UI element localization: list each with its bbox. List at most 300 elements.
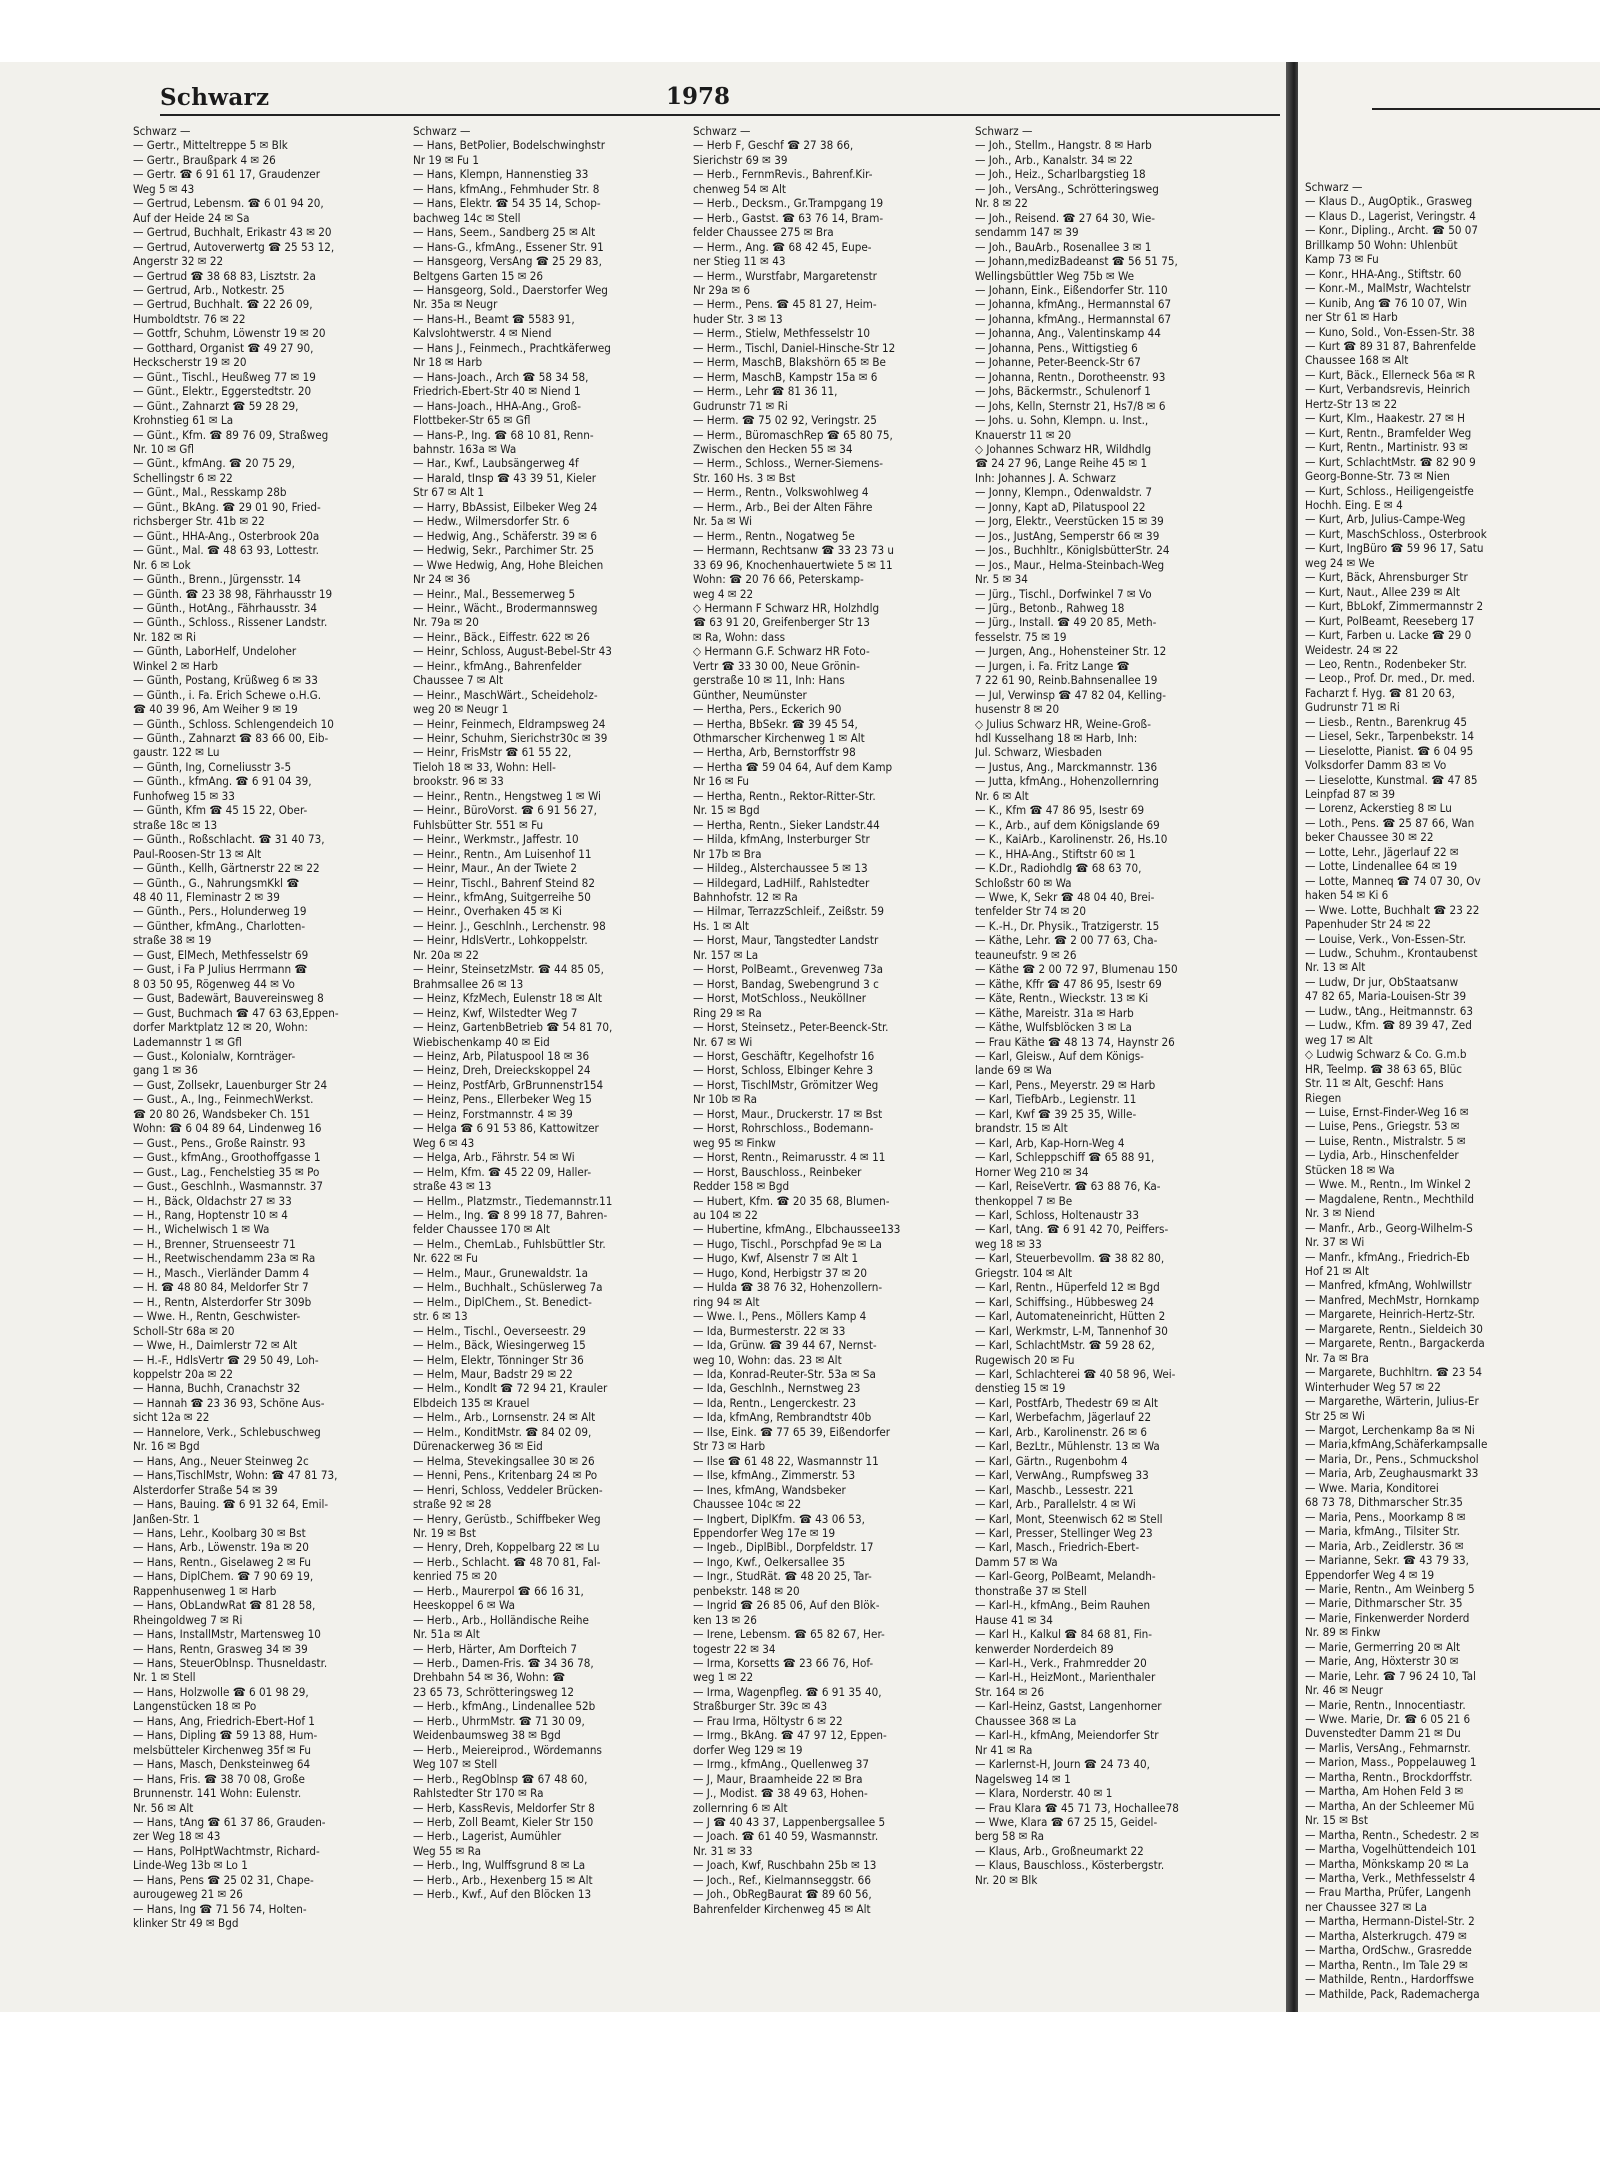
directory-entry-line: — Jutta, kfmAng., Hohenzollernring [975, 774, 1159, 789]
directory-entry-line: — Hertha, BbSekr. ☎ 39 45 54, [693, 716, 858, 731]
directory-entry-line: Alsterdorfer Straße 54 ✉ 39 [133, 1482, 278, 1497]
directory-entry-line: — Heinr, Schuhm, Sierichstr30c ✉ 39 [413, 731, 608, 746]
directory-entry-line: — Heinr., kfmAng, Suitgerreihe 50 [413, 890, 591, 905]
directory-entry-line: Chaussee 168 ✉ Alt [1305, 353, 1409, 368]
directory-entry-line: — Hans, PolHptWachtmstr, Richard- [133, 1843, 320, 1858]
directory-entry-line: — Ida, Rentn., Lengerckestr. 23 [693, 1395, 856, 1410]
directory-entry-line: sendamm 147 ✉ 39 [975, 225, 1079, 240]
directory-entry-line: — Karl, Arb., Karolinenstr. 26 ✉ 6 [975, 1424, 1148, 1439]
directory-entry-line: — Kurt, Rentn., Bramfelder Weg [1305, 425, 1472, 440]
directory-entry-line: — K., KaiArb., Karolinenstr. 26, Hs.10 [975, 832, 1168, 847]
directory-entry-line: — Marlis, VersAng., Fehmarnstr. [1305, 1740, 1471, 1755]
directory-entry-line: Kamp 73 ✉ Fu [1305, 252, 1379, 267]
directory-entry-line: — Heinr, Schloss, August-Bebel-Str 43 [413, 644, 612, 659]
directory-entry-line: — Marie, Rentn., Am Weinberg 5 [1305, 1581, 1475, 1596]
directory-entry-line: — Horst, Maur, Tangstedter Landstr [693, 933, 879, 948]
directory-entry-line: — Günt., Mal., Resskamp 28b [133, 485, 287, 500]
directory-entry-line: ☎ 20 80 26, Wandsbeker Ch. 151 [133, 1106, 311, 1121]
directory-entry-line: Elbdeich 135 ✉ Krauel [413, 1395, 530, 1410]
directory-entry-line: — Margarete, Rentn., Bargackerda [1305, 1336, 1485, 1351]
directory-entry-line: — Karl, SchlachtMstr. ☎ 59 28 62, [975, 1338, 1155, 1353]
directory-entry-line: Hertz-Str 13 ✉ 22 [1305, 396, 1398, 411]
directory-entry-line: — H. ☎ 48 80 84, Meldorfer Str 7 [133, 1280, 309, 1295]
directory-entry-line: — Wwe. H., Rentn, Geschwister- [133, 1309, 301, 1324]
directory-entry-line: — Hilmar, TerrazzSchleif., Zeißstr. 59 [693, 904, 884, 919]
directory-entry-line: — Mathilde, Rentn., Hardorffswe [1305, 1972, 1474, 1987]
directory-entry-line: Nr. 6 ✉ Alt [975, 788, 1029, 803]
page-number: 1978 [666, 83, 731, 110]
directory-entry-line: — Karl, Maschb., Lessestr. 221 [975, 1482, 1134, 1497]
directory-entry-line: — Johanna, kfmAng., Hermannstal 67 [975, 297, 1172, 312]
directory-entry-line: — Helm, Kfm. ☎ 45 22 09, Haller- [413, 1164, 592, 1179]
directory-entry-line: Nr. 20 ✉ Blk [975, 1872, 1038, 1887]
directory-entry-line: — Karl, Rentn., Hüperfeld 12 ✉ Bgd [975, 1280, 1160, 1295]
directory-entry-line: — Joh., VersAng., Schrötteringsweg [975, 181, 1159, 196]
directory-entry-line: Nr. 16 ✉ Bgd [133, 1439, 200, 1454]
directory-entry-line: — Wwe, K, Sekr ☎ 48 04 40, Brei- [975, 890, 1155, 905]
directory-entry-line: — Günt., kfmAng. ☎ 20 75 29, [133, 456, 295, 471]
directory-entry-line: Hochh. Eing. E ✉ 4 [1305, 497, 1403, 512]
directory-entry-line: — Manfred, MechMstr, Hornkamp [1305, 1292, 1480, 1307]
directory-entry-line: — Horst, Steinsetz., Peter-Beenck-Str. [693, 1020, 889, 1035]
directory-entry-line: — Helm., Arb., Lornsenstr. 24 ✉ Alt [413, 1410, 596, 1425]
directory-entry-line: — Kurt, PolBeamt, Reeseberg 17 [1305, 613, 1475, 628]
directory-entry-line: Schellingstr 6 ✉ 22 [133, 470, 233, 485]
directory-entry-line: — Hans,TischlMstr, Wohn: ☎ 47 81 73, [133, 1468, 338, 1483]
directory-entry-line: — Hulda ☎ 38 76 32, Hohenzollern- [693, 1280, 883, 1295]
directory-entry-line: — Kurt, Arb, Julius-Campe-Weg [1305, 512, 1466, 527]
directory-entry-line: — Kurt ☎ 89 31 87, Bahrenfelde [1305, 338, 1476, 353]
directory-entry-line: Friedrich-Ebert-Str 40 ✉ Niend 1 [413, 384, 581, 399]
directory-entry-line: — Hertha, Rentn., Rektor-Ritter-Str. [693, 788, 876, 803]
directory-entry-line: — Heinr, Maur., An der Twiete 2 [413, 861, 578, 876]
directory-entry-line: — Jos., Maur., Helma-Steinbach-Weg [975, 557, 1165, 572]
directory-entry-line: koppelstr 20a ✉ 22 [133, 1366, 233, 1381]
directory-entry-line: Horner Weg 210 ✉ 34 [975, 1164, 1089, 1179]
directory-entry-line: dorfer Weg 129 ✉ 19 [693, 1742, 803, 1757]
directory-entry-line: — Ludw., Schuhm., Krontaubenst [1305, 946, 1478, 961]
directory-entry-line: — Heinr., BüroVorst. ☎ 6 91 56 27, [413, 803, 597, 818]
directory-entry-line: — Wwe. Maria, Konditorei [1305, 1480, 1439, 1495]
directory-entry-line: — H., Masch., Vierländer Damm 4 [133, 1265, 310, 1280]
directory-entry-line: thenkoppel 7 ✉ Be [975, 1193, 1073, 1208]
directory-entry-line: ◇ Johannes Schwarz HR, Wildhdlg [975, 441, 1152, 456]
directory-entry-line: 47 82 65, Maria-Louisen-Str 39 [1305, 989, 1467, 1004]
directory-entry-line: — Hildeg., Alsterchaussee 5 ✉ 13 [693, 861, 868, 876]
directory-entry-line: — Helm., Kondlt ☎ 72 94 21, Krauler [413, 1381, 608, 1396]
directory-entry-line: Nr. 10 ✉ Gfl [133, 441, 194, 456]
directory-entry-line: — Heinz, KfzMech, Eulenstr 18 ✉ Alt [413, 991, 602, 1006]
directory-entry-line: — Marianne, Sekr. ☎ 43 79 33, [1305, 1553, 1469, 1568]
directory-entry-line: Duvenstedter Damm 21 ✉ Du [1305, 1726, 1461, 1741]
directory-entry-line: — Herb., Ing, Wulffsgrund 8 ✉ La [413, 1858, 586, 1873]
directory-column-3 [693, 124, 949, 2004]
directory-entry-line: — Helm., Tischl., Oeverseestr. 29 [413, 1323, 586, 1338]
directory-entry-line: gang 1 ✉ 36 [133, 1063, 198, 1078]
directory-entry-line: Redder 158 ✉ Bgd [693, 1179, 790, 1194]
directory-entry-line: — Ines, kfmAng, Wandsbeker [693, 1482, 846, 1497]
directory-entry-line: Scholl-Str 68a ✉ 20 [133, 1323, 235, 1338]
directory-entry-line: — Kurt, MaschSchloss., Osterbrook [1305, 526, 1487, 541]
directory-entry-line: — K., Arb., auf dem Königslande 69 [975, 817, 1160, 832]
directory-entry-line: — H., Reetwischendamm 23a ✉ Ra [133, 1251, 316, 1266]
directory-entry-line: — Herm., Arb., Bei der Alten Fähre [693, 499, 873, 514]
directory-entry-line: Nr 24 ✉ 36 [413, 572, 471, 587]
directory-entry-line: — Karlernst-H, Journ ☎ 24 73 40, [975, 1757, 1150, 1772]
directory-entry-line: — Günth., kfmAng. ☎ 6 91 04 39, [133, 774, 312, 789]
directory-entry-line: — Lorenz, Ackerstieg 8 ✉ Lu [1305, 801, 1452, 816]
page-header-surname: Schwarz [160, 84, 270, 111]
directory-entry-line: Angerstr 32 ✉ 22 [133, 254, 224, 269]
directory-entry-line: — Herm., Rentn., Nogatweg 5e [693, 528, 855, 543]
directory-entry-line: — K., Kfm ☎ 47 86 95, Isestr 69 [975, 803, 1145, 818]
directory-entry-line: — Herb., kfmAng., Lindenallee 52b [413, 1699, 596, 1714]
directory-entry-line: — Karl, Mont, Steenwisch 62 ✉ Stell [975, 1511, 1163, 1526]
directory-entry-line: — Lydia, Arb., Hinschenfelder [1305, 1148, 1459, 1163]
directory-entry-line: Eppendorfer Weg 17e ✉ 19 [693, 1525, 836, 1540]
directory-entry-line: Kalvslohtwerstr. 4 ✉ Niend [413, 326, 552, 341]
directory-entry-line: Bahrenfelder Kirchenweg 45 ✉ Alt [693, 1901, 871, 1916]
directory-entry-line: — Gust, Zollsekr, Lauenburger Str 24 [133, 1077, 328, 1092]
directory-entry-line: — Jürg., Tischl., Dorfwinkel 7 ✉ Vo [975, 586, 1152, 601]
directory-entry-line: ner Chaussee 327 ✉ La [1305, 1899, 1428, 1914]
directory-entry-line: — Wwe. I., Pens., Möllers Kamp 4 [693, 1309, 867, 1324]
directory-entry-line: — Günt., Mal. ☎ 48 63 93, Lottestr. [133, 543, 319, 558]
directory-entry-line: — Gust., Lag., Fenchelstieg 35 ✉ Po [133, 1164, 320, 1179]
directory-entry-line: lande 69 ✉ Wa [975, 1063, 1052, 1078]
directory-entry-line: — Herb, Härter, Am Dorfteich 7 [413, 1641, 577, 1656]
directory-entry-line: — Karl H., Kalkul ☎ 84 68 81, Fin- [975, 1627, 1153, 1642]
directory-entry-line: — Kurt, Klm., Haakestr. 27 ✉ H [1305, 411, 1465, 426]
directory-entry-line: Nr. 1 ✉ Stell [133, 1670, 196, 1685]
directory-entry-line: — Helm, Elektr, Tönninger Str 36 [413, 1352, 584, 1367]
directory-entry-line: — Joach. ☎ 61 40 59, Wasmannstr. [693, 1829, 879, 1844]
directory-entry-line: — Helm., ChemLab., Fuhlsbüttler Str. [413, 1236, 606, 1251]
directory-entry-line: — Karl, Schloss, Holtenaustr 33 [975, 1207, 1139, 1222]
directory-entry-line: — Günt., Kfm. ☎ 89 76 09, Straßweg [133, 427, 329, 442]
directory-entry-line: Wohn: ☎ 6 04 89 64, Lindenweg 16 [133, 1121, 322, 1136]
directory-entry-line: — Günt., Elektr., Eggerstedtstr. 20 [133, 384, 312, 399]
directory-entry-line: — Margarete, Rentn., Sieldeich 30 [1305, 1321, 1483, 1336]
directory-entry-line: — Marie, Dithmarscher Str. 35 [1305, 1596, 1463, 1611]
directory-entry-line: straße 92 ✉ 28 [413, 1497, 492, 1512]
directory-entry-line: — Jos., JustAng, Semperstr 66 ✉ 39 [975, 528, 1160, 543]
directory-entry-line: — Luise, Rentn., Mistralstr. 5 ✉ [1305, 1133, 1466, 1148]
directory-entry-line: — Heinz, Arb, Pilatuspool 18 ✉ 36 [413, 1049, 590, 1063]
directory-entry-line: — H., Bäck, Oldachstr 27 ✉ 33 [133, 1193, 292, 1208]
directory-entry-line: — Joh., Heiz., Scharlbargstieg 18 [975, 167, 1146, 182]
directory-entry-line: Inh: Johannes J. A. Schwarz [975, 470, 1116, 485]
directory-entry-line: HR, Teelmp. ☎ 38 63 65, Blüc [1305, 1061, 1463, 1076]
directory-entry-line: — K.-H., Dr. Physik., Tratzigerstr. 15 [975, 918, 1160, 933]
directory-entry-line: — Johs. u. Sohn, Klempn. u. Inst., [975, 413, 1149, 428]
directory-entry-line: — Karl, VerwAng., Rumpfsweg 33 [975, 1468, 1149, 1483]
directory-entry-line: — Herb., FernmRevis., Bahrenf.Kir- [693, 167, 873, 182]
directory-entry-line: — Ingeb., DiplBibl., Dorpfeldstr. 17 [693, 1540, 874, 1555]
directory-entry-line: — Frau Klara ☎ 45 71 73, Hochallee78 [975, 1800, 1179, 1815]
directory-entry-line: — Karl, BezLtr., Mühlenstr. 13 ✉ Wa [975, 1439, 1160, 1454]
directory-entry-line: Griegstr. 104 ✉ Alt [975, 1265, 1073, 1280]
directory-entry-line: — Hans, Bauing. ☎ 6 91 32 64, Emil- [133, 1497, 329, 1512]
directory-entry-line: — Maria,kfmAng,Schäferkampsalle [1305, 1437, 1488, 1452]
directory-entry-line: — Frau Käthe ☎ 48 13 74, Haynstr 26 [975, 1034, 1175, 1049]
directory-entry-line: — Klaus D., Lagerist, Veringstr. 4 [1305, 208, 1476, 223]
directory-entry-line: — Heinr., Bäck., Eiffestr. 622 ✉ 26 [413, 629, 590, 644]
directory-entry-line: — Irmg., BkAng. ☎ 47 97 12, Eppen- [693, 1728, 887, 1743]
directory-entry-line: — Marie, Lehr. ☎ 7 96 24 10, Tal [1305, 1668, 1476, 1683]
directory-entry-line: — Helm., Bäck, Wiesingerweg 15 [413, 1338, 586, 1353]
right-header-rule [1372, 108, 1600, 110]
directory-entry-line: — Mathilde, Pack, Rademacherga [1305, 1986, 1480, 2001]
directory-entry-line: — Hans, Fris. ☎ 38 70 08, Große [133, 1771, 305, 1786]
directory-entry-line: — Horst, Rentn., Reimarusstr. 4 ✉ 11 [693, 1150, 886, 1165]
directory-entry-line: — Herm., Lehr ☎ 81 36 11, [693, 384, 838, 399]
directory-entry-line: Brillkamp 50 Wohn: Uhlenbüt [1305, 237, 1458, 252]
directory-entry-line: gerstraße 10 ✉ 11, Inh: Hans [693, 673, 845, 688]
directory-entry-line: — Jurgen, i. Fa. Fritz Lange ☎ [975, 658, 1130, 673]
directory-entry-line: — Hildegard, LadHilf., Rahlstedter [693, 875, 870, 890]
directory-entry-line: — Martha, Vogelhüttendeich 101 [1305, 1842, 1477, 1857]
directory-entry-line: — Martha, Rentn., Im Tale 29 ✉ [1305, 1957, 1468, 1972]
directory-entry-line: — Hans-Joach., Arch ☎ 58 34 58, [413, 369, 589, 384]
directory-entry-line: Nr. 56 ✉ Alt [133, 1800, 194, 1815]
directory-entry-line: — Heinr, HdlsVertr., Lohkoppelstr. [413, 933, 588, 948]
directory-entry-line: — Klara, Norderstr. 40 ✉ 1 [975, 1786, 1113, 1801]
directory-column-1 [133, 124, 389, 2004]
directory-entry-line: — Gust, ElMech, Methfesselstr 69 [133, 947, 309, 962]
directory-entry-line: Weg 6 ✉ 43 [413, 1135, 475, 1150]
directory-entry-line: Gudrunstr 71 ✉ Ri [693, 398, 788, 413]
directory-entry-line: Hof 21 ✉ Alt [1305, 1263, 1369, 1278]
directory-entry-line: — H., Rang, Hoptenstr 10 ✉ 4 [133, 1207, 288, 1222]
directory-entry-line: — Hans, Ing ☎ 71 56 74, Holten- [133, 1901, 307, 1916]
directory-entry-line: — Johann, Eink., Eißendorfer Str. 110 [975, 282, 1168, 297]
directory-entry-line: — Wwe Hedwig, Ang, Hohe Bleichen [413, 557, 604, 572]
directory-entry-line: Schwarz — [975, 124, 1033, 138]
directory-entry-line: Linde-Weg 13b ✉ Lo 1 [133, 1858, 248, 1873]
directory-entry-line: — Gertr., Braußpark 4 ✉ 26 [133, 152, 276, 167]
directory-entry-line: — Hugo, Tischl., Porschpfad 9e ✉ La [693, 1236, 882, 1251]
directory-entry-line: ☎ 63 91 20, Greifenberger Str 13 [693, 615, 870, 630]
directory-entry-line: — Gotthard, Organist ☎ 49 27 90, [133, 340, 314, 355]
directory-entry-line: — Herm., Schloss., Werner-Siemens- [693, 456, 884, 471]
directory-entry-line: Wellingsbüttler Weg 75b ✉ We [975, 268, 1135, 283]
directory-entry-line: Schloßstr 60 ✉ Wa [975, 875, 1072, 890]
directory-entry-line: — Hans, Klempn, Hannenstieg 33 [413, 167, 589, 182]
directory-entry-line: — K., HHA-Ang., Stiftstr 60 ✉ 1 [975, 846, 1136, 861]
directory-entry-line: — Gertr., Mitteltreppe 5 ✉ Blk [133, 138, 288, 153]
directory-entry-line: — Ludw, Dr jur, ObStaatsanw [1305, 974, 1459, 989]
directory-entry-line: Hause 41 ✉ 34 [975, 1612, 1053, 1627]
directory-entry-line: weg 17 ✉ Alt [1305, 1032, 1373, 1047]
directory-entry-line: Nr 17b ✉ Bra [693, 846, 762, 861]
directory-entry-line: — Henry, Dreh, Koppelbarg 22 ✉ Lu [413, 1540, 600, 1555]
directory-entry-line: — Maria, kfmAng., Tilsiter Str. [1305, 1524, 1460, 1539]
directory-entry-line: — Hans, DiplChem. ☎ 7 90 69 19, [133, 1569, 314, 1584]
directory-entry-line: — Helm., KonditMstr. ☎ 84 02 09, [413, 1424, 592, 1439]
directory-entry-line: teauneufstr. 9 ✉ 26 [975, 947, 1077, 962]
directory-entry-line: — Karl, Masch., Friedrich-Ebert- [975, 1540, 1140, 1555]
directory-entry-line: Brahmsallee 26 ✉ 13 [413, 976, 524, 991]
directory-entry-line: Str. 160 Hs. 3 ✉ Bst [693, 470, 796, 485]
directory-entry-line: — Herm, MaschB, Kampstr 15a ✉ 6 [693, 369, 878, 384]
directory-entry-line: — Kurt, Farben u. Lacke ☎ 29 0 [1305, 628, 1472, 643]
directory-entry-line: — Ilse, Eink. ☎ 77 65 39, Eißendorfer [693, 1424, 891, 1439]
header-rule [160, 114, 1280, 116]
directory-entry-line: Nr. 67 ✉ Wi [693, 1034, 753, 1049]
directory-entry-line: — Johanna, Pens., Wittigstieg 6 [975, 340, 1138, 355]
directory-entry-line: Nr. 15 ✉ Bst [1305, 1813, 1368, 1828]
directory-entry-line: — Günth, Postang, Krüßweg 6 ✉ 33 [133, 673, 318, 688]
directory-entry-line: — Jonny, Kapt aD, Pilatuspool 22 [975, 499, 1146, 514]
directory-entry-line: — Lotte, Manneq ☎ 74 07 30, Ov [1305, 873, 1481, 888]
directory-entry-line: — Johs, Bäckermstr., Schulenorf 1 [975, 384, 1151, 399]
directory-entry-line: — Klaus D., AugOptik., Grasweg [1305, 194, 1473, 209]
directory-entry-line: — Heinr., Mal., Bessemerweg 5 [413, 586, 576, 601]
directory-entry-line: — Karl, Schlachterei ☎ 40 58 96, Wei- [975, 1366, 1176, 1381]
directory-entry-line: — Heinz, Pens., Ellerbeker Weg 15 [413, 1092, 592, 1107]
directory-entry-line: Leinpfad 87 ✉ 39 [1305, 787, 1396, 802]
directory-entry-line: ◇ Hermann F Schwarz HR, Holzhdlg [693, 600, 880, 615]
directory-entry-line: — Wwe, H., Daimlerstr 72 ✉ Alt [133, 1338, 298, 1353]
directory-entry-line: — K.Dr., Radiohdlg ☎ 68 63 70, [975, 861, 1142, 876]
directory-entry-line: — Karl-H., Verk., Frahmredder 20 [975, 1656, 1147, 1671]
directory-entry-line: — Günth., Pers., Holunderweg 19 [133, 904, 307, 919]
directory-entry-line: — Kurt, Bäck., Ellerneck 56a ✉ R [1305, 367, 1476, 382]
directory-entry-line: — Martha, Am Hohen Feld 3 ✉ [1305, 1784, 1464, 1799]
directory-entry-line: — Jurgen, Ang., Hohensteiner Str. 12 [975, 644, 1167, 659]
directory-entry-line: — Horst, Schloss, Elbinger Kehre 3 [693, 1063, 874, 1078]
directory-entry-line: — Margarete, Buchhltrn. ☎ 23 54 [1305, 1365, 1482, 1380]
directory-entry-line: — Heinr, Tischl., Bahrenf Steind 82 [413, 875, 596, 890]
directory-entry-line: ken 13 ✉ 26 [693, 1612, 757, 1627]
directory-column-5 [1305, 180, 1600, 2012]
directory-entry-line: Beltgens Garten 15 ✉ 26 [413, 268, 544, 283]
directory-entry-line: — J, Maur, Braamheide 22 ✉ Bra [693, 1771, 863, 1786]
directory-entry-line: — Kuno, Sold., Von-Essen-Str. 38 [1305, 324, 1475, 339]
directory-entry-line: ◇ Hermann G.F. Schwarz HR Foto- [693, 644, 870, 659]
directory-entry-line: — Herb., Lagerist, Aumühler [413, 1829, 562, 1844]
directory-entry-line: — Karl, PostfArb, Thedestr 69 ✉ Alt [975, 1395, 1159, 1410]
directory-entry-line: — Heinr, Feinmech, Eldrampsweg 24 [413, 716, 606, 731]
directory-entry-line: Nr. 19 ✉ Bst [413, 1525, 476, 1540]
directory-entry-line: — Karl, Arb, Kap-Horn-Weg 4 [975, 1135, 1125, 1150]
directory-entry-line: — Helm., Buchhalt., Schüslerweg 7a [413, 1280, 603, 1295]
directory-entry-line: — Kurt, Naut., Allee 239 ✉ Alt [1305, 584, 1460, 599]
directory-entry-line: — Herm., Tischl, Daniel-Hinsche-Str 12 [693, 340, 896, 355]
directory-entry-line: — Maria, Arb, Zeughausmarkt 33 [1305, 1466, 1479, 1481]
directory-entry-line: — Käthe, Kffr ☎ 47 86 95, Isestr 69 [975, 976, 1162, 991]
directory-entry-line: straße 43 ✉ 13 [413, 1179, 492, 1194]
directory-entry-line: — Hans, Dipling ☎ 59 13 88, Hum- [133, 1728, 318, 1743]
directory-entry-line: — Horst, TischlMstr, Grömitzer Weg [693, 1077, 879, 1092]
directory-entry-line: 68 73 78, Dithmarscher Str.35 [1305, 1495, 1463, 1510]
directory-entry-line: — Käte, Rentn., Wieckstr. 13 ✉ Ki [975, 991, 1149, 1006]
directory-entry-line: — Magdalene, Rentn., Mechthild [1305, 1191, 1475, 1206]
directory-entry-line: — Joh., BauArb., Rosenallee 3 ✉ 1 [975, 239, 1152, 254]
directory-entry-line: — Karl, ReiseVertr. ☎ 63 88 76, Ka- [975, 1179, 1161, 1194]
directory-entry-line: — Ida, kfmAng, Rembrandtstr 40b [693, 1410, 872, 1425]
directory-entry-line: — Hans, Arb., Löwenstr. 19a ✉ 20 [133, 1540, 309, 1555]
directory-entry-line: — Hansgeorg, Sold., Daerstorfer Weg [413, 282, 608, 297]
directory-entry-line: Weg 107 ✉ Stell [413, 1757, 498, 1772]
directory-entry-line: — Ilse, kfmAng., Zimmerstr. 53 [693, 1468, 856, 1483]
directory-entry-line: — Martha, Mönkskamp 20 ✉ La [1305, 1856, 1469, 1871]
directory-entry-line: — Günt., HHA-Ang., Osterbrook 20a [133, 528, 320, 543]
directory-entry-line: — Günth., Roßschlacht. ☎ 31 40 73, [133, 832, 325, 847]
directory-entry-line: — Günth., Kellh, Gärtnerstr 22 ✉ 22 [133, 861, 320, 876]
directory-entry-line: — Karl, Schiffsing., Hübbesweg 24 [975, 1294, 1154, 1309]
directory-entry-line: — Helma, Stevekingsallee 30 ✉ 26 [413, 1453, 595, 1468]
directory-entry-line: — Horst, PolBeamt., Grevenweg 73a [693, 962, 883, 977]
directory-entry-line: zer Weg 18 ✉ 43 [133, 1829, 221, 1844]
directory-entry-line: — Helm., Maur., Grunewaldstr. 1a [413, 1265, 589, 1280]
directory-entry-line: — Günt., BkAng. ☎ 29 01 90, Fried- [133, 499, 321, 514]
directory-entry-line: Rheingoldweg 7 ✉ Ri [133, 1612, 243, 1627]
directory-entry-line: Schwarz — [693, 124, 751, 138]
directory-entry-line: — Frau Irma, Höltystr 6 ✉ 22 [693, 1713, 843, 1728]
directory-entry-line: Volksdorfer Damm 83 ✉ Vo [1305, 758, 1447, 773]
directory-entry-line: — Jürg., Install. ☎ 49 20 85, Meth- [975, 615, 1157, 630]
directory-entry-line: weg 20 ✉ Neugr 1 [413, 702, 509, 717]
directory-entry-line: Nr. 20a ✉ 22 [413, 947, 479, 962]
directory-entry-line: — Lotte, Lehr., Jägerlauf 22 ✉ [1305, 844, 1459, 859]
directory-entry-line: — Herb., Gastst. ☎ 63 76 14, Bram- [693, 210, 884, 225]
directory-entry-line: — Herb., Damen-Fris. ☎ 34 36 78, [413, 1656, 594, 1671]
directory-entry-line: — Gottfr, Schuhm, Löwenstr 19 ✉ 20 [133, 326, 326, 341]
directory-entry-line: Schwarz — [413, 124, 471, 138]
directory-entry-line: — Käthe, Mareistr. 31a ✉ Harb [975, 1005, 1134, 1020]
directory-entry-line: Tieloh 18 ✉ 33, Wohn: Hell- [413, 759, 556, 774]
directory-entry-line: fesselstr. 75 ✉ 19 [975, 629, 1067, 644]
directory-entry-line: — Hans-G., kfmAng., Essener Str. 91 [413, 239, 604, 254]
directory-entry-line: dorfer Marktplatz 12 ✉ 20, Wohn: [133, 1020, 308, 1035]
directory-entry-line: — Günth., Zahnarzt ☎ 83 66 00, Eib- [133, 731, 329, 746]
directory-entry-line: Gudrunstr 71 ✉ Ri [1305, 700, 1400, 715]
directory-entry-line: hdl Kusselhang 18 ✉ Harb, Inh: [975, 731, 1138, 746]
directory-entry-line: Rahlstedter Str 170 ✉ Ra [413, 1786, 544, 1801]
directory-entry-line: — Irma, Korsetts ☎ 23 66 76, Hof- [693, 1656, 874, 1671]
directory-entry-line: Auf der Heide 24 ✉ Sa [133, 210, 250, 225]
directory-entry-line: — Heinz, PostfArb, GrBrunnenstr154 [413, 1077, 604, 1092]
directory-entry-line: ◇ Julius Schwarz HR, Weine-Groß- [975, 716, 1152, 731]
directory-entry-line: — Helm., Ing. ☎ 8 99 18 77, Bahren- [413, 1207, 608, 1222]
directory-entry-line: — Heinr., Werkmstr., Jaffestr. 10 [413, 832, 579, 847]
directory-entry-line: — Herm., Rentn., Volkswohlweg 4 [693, 485, 869, 500]
directory-entry-line: — Günther, kfmAng., Charlotten- [133, 918, 306, 933]
directory-entry-line: — Karl-H., HeizMont., Marienthaler [975, 1670, 1156, 1685]
directory-entry-line: melsbütteler Kirchenweg 35f ✉ Fu [133, 1742, 311, 1757]
directory-entry-line: Eppendorfer Weg 4 ✉ 19 [1305, 1567, 1435, 1582]
directory-entry-line: — Karl, Pens., Meyerstr. 29 ✉ Harb [975, 1077, 1156, 1092]
directory-entry-line: — Gertrud, Buchhalt, Erikastr 43 ✉ 20 [133, 225, 332, 240]
directory-entry-line: — Heinr, FrisMstr ☎ 61 55 22, [413, 745, 572, 760]
directory-entry-line: — Günth., Brenn., Jürgensstr. 14 [133, 572, 301, 587]
directory-entry-line: Weg 55 ✉ Ra [413, 1843, 482, 1858]
directory-entry-line: — Gertrud, Lebensm. ☎ 6 01 94 20, [133, 196, 324, 211]
directory-entry-line: Nr. 51a ✉ Alt [413, 1627, 480, 1642]
directory-entry-line: — Karl-H., kfmAng., Beim Rauhen [975, 1598, 1151, 1613]
directory-entry-line: — J., Modist. ☎ 38 49 63, Hohen- [693, 1786, 868, 1801]
directory-entry-line: — Herm., Stielw, Methfesselstr 10 [693, 326, 871, 341]
directory-entry-line: — H.-F., HdlsVertr ☎ 29 50 49, Loh- [133, 1352, 319, 1367]
directory-entry-line: — Hellm., Platzmstr., Tiedemannstr.11 [413, 1193, 613, 1208]
directory-entry-line: Günther, Neumünster [693, 687, 807, 702]
directory-entry-line: felder Chaussee 275 ✉ Bra [693, 225, 834, 240]
directory-entry-line: Heckscherstr 19 ✉ 20 [133, 355, 247, 370]
directory-entry-line: — Hansgeorg, VersAng ☎ 25 29 83, [413, 254, 602, 269]
directory-entry-line: — Joach, Kwf, Ruschbahn 25b ✉ 13 [693, 1858, 877, 1873]
